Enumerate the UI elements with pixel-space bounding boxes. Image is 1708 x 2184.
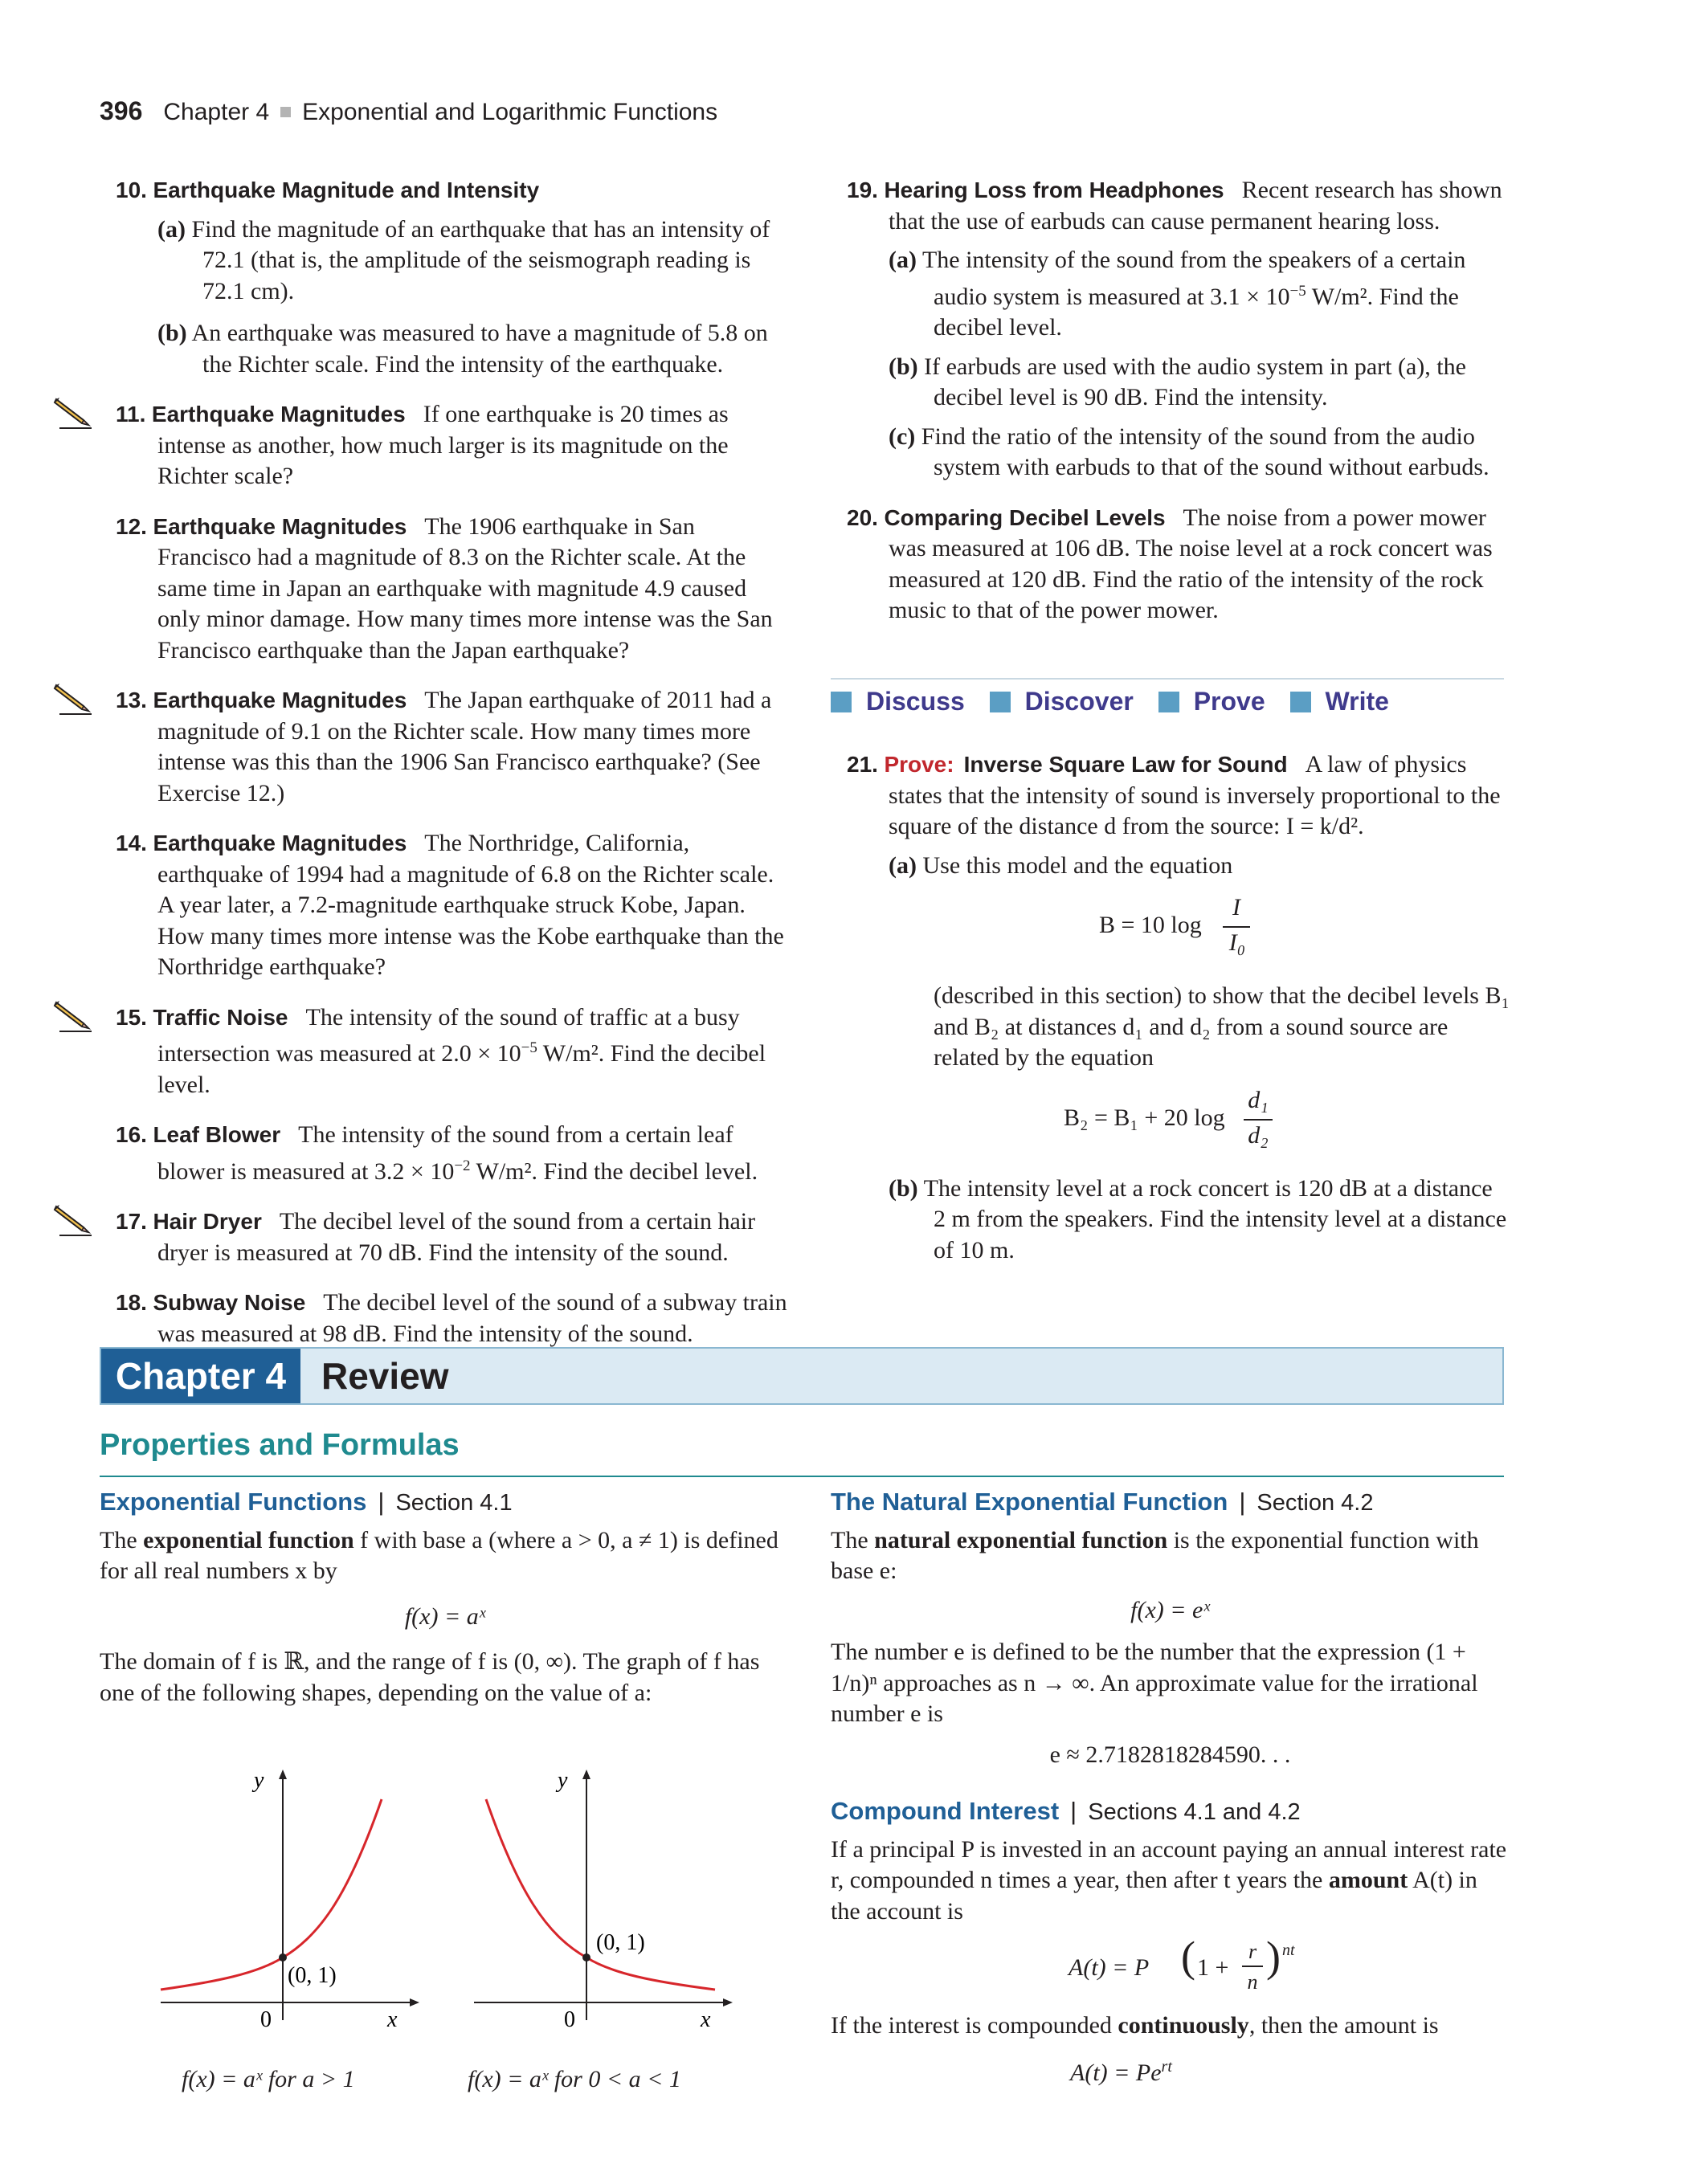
properties-title: Properties and Formulas [100,1428,460,1462]
exercise-title: Earthquake Magnitudes [153,831,407,855]
equation-inverse-square: B₂ = B₁ + 20 log d₁ d₂ [831,1085,1510,1157]
equation-decibel: B = 10 log I I₀ [831,892,1510,965]
banner-title: Review [321,1355,449,1397]
exercise-title: Hair Dryer [153,1209,262,1234]
pencil-icon [51,1200,93,1237]
exercise-12: 12. Earthquake Magnitudes The 1906 earthquake in San Francisco had a magnitude of 8.3 on the Richter scale. At the same time in Japan an earthquake with magnitude 4.9 caused only minor damage. How many times more intense was the San Francisco earthquake than the Japan earthquake? [116,512,773,663]
running-header [100,96,717,126]
natural-exponential-section: The Natural Exponential Function | Section 4.2 The natural exponential function is the exponential function with base e: f(x) = eˣ The number e is defined to be the number that the expression (1 + 1/n)ⁿ approaches as n → ∞. An approximate value for the irrational number e is e ≈ 2.7182818284590. . . [831,1487,1510,1770]
chapter-label: Chapter 4 [163,99,270,125]
graph-growth-caption: f(x) = aˣ for a > 1 [182,2066,355,2092]
chapter-title: Exponential and Logarithmic Functions [302,99,718,125]
point-label: (0, 1) [596,1930,645,1955]
page-number: 396 [100,96,143,125]
x-axis-label: x [387,2007,398,2028]
right-paren: ) [1266,1933,1281,1981]
y-axis-label: y [254,1768,264,1793]
y-axis-label: y [558,1768,568,1793]
exercise-15: 15. Traffic Noise The intensity of the sound of traffic at a busy intersection was measured at $2.0 \times 10^{-5}$ W/m². Find the decibel level. [100,1002,791,1101]
exercise-title: Earthquake Magnitudes [153,688,407,712]
exercise-11: 11. Earthquake Magnitudes If one earthquake is 20 times as intense as another, how much larger is its magnitude on the Richter scale? [100,399,791,492]
origin-label: 0 [564,2007,575,2028]
exercise-13: 13. Earthquake Magnitudes The Japan earthquake of 2011 had a magnitude of 9.1 on the Richter scale. How many times more intense was this than the 1906 San Francisco earthquake? (See Exercise 12.) [100,685,791,809]
exercise-19: 19. Hearing Loss from Headphones Recent research has shown that the use of earbuds can cause permanent hearing loss. (a) The intensity of the sound from the speakers of a certain audio system is measured at $3.1 \times 10^{-5}$ W/m². Find the decibel level. (b) If earbuds are used with the audio system in part (a), the decibel level is 90 dB. Find the intensity. (c) Find the ratio of the intensity of the sound from the audio system with earbuds to that of the sound without earbuds. [847,177,1502,480]
formula: f(x) = aˣ [404,1602,486,1630]
square-icon [1290,692,1311,712]
pencil-icon [51,679,93,716]
square-icon [1158,692,1179,712]
square-icon [990,692,1011,712]
graph-growth [153,1763,426,2028]
exercise-18: 18. Subway Noise The decibel level of the sound of a subway train was measured at 98 dB. Find the intensity of the sound. [116,1289,787,1347]
separator-square [280,107,291,117]
exercise-10: 10. Earthquake Magnitude and Intensity (a) Find the magnitude of an earthquake that has an intensity of 72.1 (that is, the amplitude of the seismograph reading is 72.1 cm). (b) An earthquake was measured to have a magnitude of 5.8 on the Richter scale. Find the intensity of the earthquake. [116,178,770,378]
section-heading: The Natural Exponential Function | Section 4.2 [831,1488,1374,1516]
e-approximation: e ≈ 2.7182818284590. . . [1049,1741,1291,1768]
exercise-title: Earthquake Magnitudes [153,513,407,539]
left-exercise-column [100,175,791,1369]
decay-curve [486,1799,715,1990]
divider [831,678,1504,680]
point-0-1 [582,1953,590,1962]
pencil-icon [51,996,93,1033]
y-axis-arrow-icon [279,1770,287,1779]
x-axis-label: x [701,2007,711,2028]
x-axis-arrow-icon [723,1998,733,2006]
compound-formula: A(t) = P ( 1 + r n ) nt [1069,1933,1295,1994]
growth-curve [161,1799,382,1990]
compound-interest-section: Compound Interest | Sections 4.1 and 4.2 If a principal P is invested in an account paying an annual interest rate r, compounded n times a year, then after t years the amount A(t) in the account is A(t) = P ( 1 + r n ) nt If the interest is compounded continuously, then the amount is $A(t) = Pe^{rt}$ [831,1796,1510,2088]
section-heading: Exponential Functions | Section 4.1 [100,1488,513,1516]
exercise-20: 20. Comparing Decibel Levels The noise from a power mower was measured at 106 dB. The noise level at a rock concert was measured at 120 dB. Find the ratio of the intensity of the rock music to that of the power mower. [847,504,1493,623]
exercise-title: Leaf Blower [153,1122,281,1147]
exercise-17: 17. Hair Dryer The decibel level of the sound from a certain hair dryer is measured at 70 dB. Find the intensity of the sound. [100,1206,791,1268]
prove-label: Prove: [884,752,954,777]
continuous-formula: $A(t) = Pe^{rt}$ [1070,2057,1172,2086]
chapter-review-banner [100,1347,1504,1405]
exercise-title: Earthquake Magnitude and Intensity [153,178,540,202]
x-axis-arrow-icon [410,1998,419,2006]
exercise-title: Subway Noise [153,1290,306,1315]
right-exercise-column [831,175,1510,646]
exercise-16: 16. Leaf Blower The intensity of the sound from a certain leaf blower is measured at $3.2 \times 10^{-2}$ W/m². Find the decibel level. [116,1121,758,1185]
left-paren: ( [1181,1933,1195,1981]
exercise-title: Comparing Decibel Levels [884,504,1166,530]
square-icon [831,692,852,712]
exercise-title: Traffic Noise [153,1004,288,1030]
origin-label: 0 [260,2007,272,2028]
exercise-21: 21. Prove: Inverse Square Law for Sound A law of physics states that the intensity of sound is inversely proportional to the square of the distance d from the source: I = k/d². (a) Use this model and the equation B = 10 log I I₀ (described in this section) to show that the decibel levels B₁ and B₂ at distances d₁ and d₂ from a sound source are related by the equation B₂ = B₁ + 20 log d₁ d₂ (b) The intensity level at a rock concert is 120 dB at a distance 2 m from the speakers. Find the intensity level at a distance of 10 m. [831,749,1510,1266]
graph-decay [466,1763,739,2028]
point-0-1 [279,1953,287,1962]
exponential-functions-section: Exponential Functions | Section 4.1 The exponential function f with base a (where a > 0, a ≠ 1) is defined for all real numbers x by f(x) = aˣ The domain of f is ℝ, and the range of f is (0, ∞). The graph of f has one of the following shapes, depending on the value of a: [100,1487,791,1708]
y-axis-arrow-icon [582,1770,590,1779]
exercise-title: Earthquake Magnitudes [151,402,406,427]
discuss-discover-prove-write-bar: Discuss Discover Prove Write [831,687,1407,716]
divider [100,1476,1504,1477]
point-label: (0, 1) [288,1963,337,1988]
formula: f(x) = eˣ [1130,1596,1210,1623]
graph-decay-caption: f(x) = aˣ for 0 < a < 1 [468,2066,681,2092]
section-heading: Compound Interest | Sections 4.1 and 4.2 [831,1797,1301,1825]
exercise-title: Inverse Square Law for Sound [963,752,1288,777]
pencil-icon [51,393,93,430]
exercise-14: 14. Earthquake Magnitudes The Northridge, California, earthquake of 1994 had a magnitude of 6.8 on the Richter scale. A year later, a 7.2-magnitude earthquake struck Kobe, Japan. How many times more intense was the Kobe earthquake than the Northridge earthquake? [116,830,784,980]
exercise-title: Hearing Loss from Headphones [884,178,1224,202]
banner-chapter: Chapter 4 [101,1349,300,1403]
